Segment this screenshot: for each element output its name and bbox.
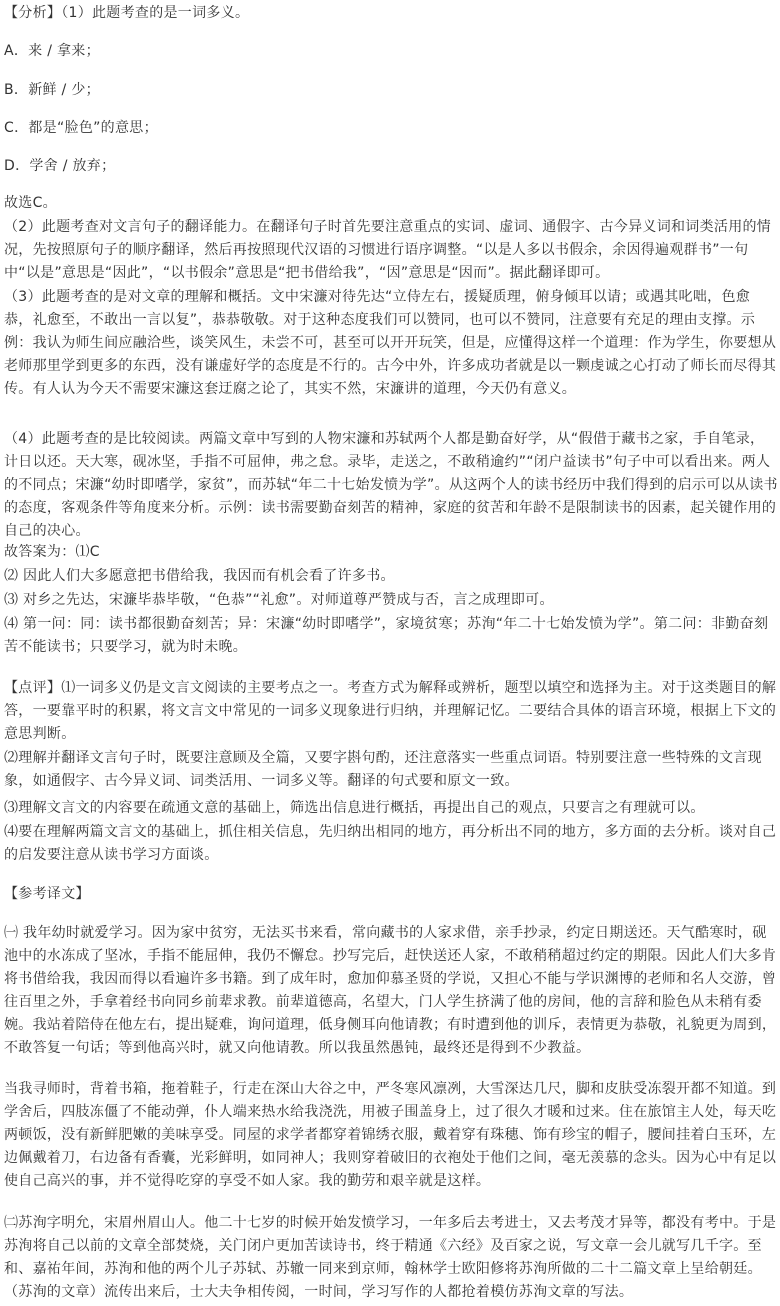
comment-1: 【点评】⑴一词多义仍是文言文阅读的主要考点之一。考查方式为解释或辨析，题型以填空和选择为主。对于这类题目的解答，一要靠平时的积累，将文言文中常见的一词多义现象进行归纳，并理解记忆。二要结合具体的语言环境，根据上下文的意思判断。 [4, 680, 777, 742]
translation-part-3: ㈡苏洵字明允，宋眉州眉山人。他二十七岁的时候开始发愤学习，一年多后去考进士，又去考茂才异等，都没有考中。于是苏洵将自己以前的文章全部焚烧，关门闭户更加苦读诗书，终于精通《六经》及百家之说，写文章一会儿就写几千字。至和、嘉祐年间，苏洵和他的两个儿子苏轼、苏辙一同来到京师，翰林学士欧阳修将苏洵所做的二十二篇文章上呈给朝廷。（苏洵的文章）流传出来后，士大夫争相传阅，一时间，学习写作的人都抢着模仿苏洵文章的写法。 [4, 1215, 777, 1300]
comment-3: ⑶理解文言文的内容要在疏通文意的基础上，筛选出信息进行概括，再提出自己的观点，只要言之有理就可以。 [4, 800, 705, 816]
analysis-part-4: （4）此题考查的是比较阅读。两篇文章中写到的人物宋濂和苏轼两个人都是勤奋好学，从“假借于藏书之家，手自笔录，计日以还。天大寒，砚冰坚，手指不可屈伸，弗之怠。录毕，走送之，不敢稍逾约”“闭户益读书”句子中可以看出来。两人的不同点；宋濂“幼时即嗜学，家贫”，而苏轼“年二十七始发愤为学”。从这两个人的读书经历中我们得到的启示可以从读书的态度，客观条件等角度来分析。示例：读书需要勤奋刻苦的精神，家庭的贫苦和年龄不是限制读书的因素，起关键作用的自己的决心。 [4, 431, 778, 539]
choice-line: 故选C。 [4, 195, 57, 211]
answer-1: 故答案为：⑴C [4, 544, 100, 560]
analysis-header: 【分析】（1）此题考查的是一词多义。 [4, 5, 250, 21]
comment-2: ⑵理解并翻译文言句子时，既要注意顾及全篇，又要字斟句酌，还注意落实一些重点词语。特别要注意一些特殊的文言现象，如通假字、古今异义词、词类活用、一词多义等。翻译的句式要和原文一致。 [4, 750, 762, 789]
option-d: D．学舍 / 放弃； [4, 158, 116, 174]
translation-part-1: ㈠ 我年幼时就爱学习。因为家中贫穷，无法买书来看，常向藏书的人家求借，亲手抄录，约定日期送还。天气酷寒时，砚池中的水冻成了坚冰，手指不能屈伸，我仍不懈怠。抄写完后，赶快送还人家，不敢稍稍超过约定的期限。因此人们大多肯将书借给我，我因而得以看遍许多书籍。到了成年时，愈加仰慕圣贤的学说，又担心不能与学识渊博的老师和名人交游，曾往百里之外，手拿着经书向同乡前辈求教。前辈道德高，名望大，门人学生挤满了他的房间，他的言辞和脸色从未稍有委婉。我站着陪侍在他左右，提出疑难，询问道理，低身侧耳向他请教；有时遭到他的训斥，表情更为恭敬，礼貌更为周到，不敢答复一句话；等到他高兴时，就又向他请教。所以我虽然愚钝，最终还是得到不少教益。 [4, 925, 777, 1056]
option-b: B．新鲜 / 少； [4, 82, 100, 98]
answer-4: ⑷ 第一问：同：读书都很勤奋刻苦；异：宋濂“幼时即嗜学”，家境贫寒；苏洵“年二十七始发愤为学”。第二问：非勤奋刻苦不能读书；只要学习，就为时未晚。 [4, 616, 769, 655]
answer-2: ⑵ 因此人们大多愿意把书借给我，我因而有机会看了许多书。 [4, 568, 395, 584]
analysis-part-3: （3）此题考查的是对文章的理解和概括。文中宋濂对待先达“立侍左右，援疑质理，俯身倾耳以请；或遇其叱咄，色愈恭，礼愈至，不敢出一言以复”，恭恭敬敬。对于这种态度我们可以赞同，也可以不赞同，注意要有充足的理由支撑。示例：我认为师生间应融洽些，谈笑风生，未尝不可，甚至可以开开玩笑，但是，应懂得这样一个道理：作为学生，你要想从老师那里学到更多的东西，没有谦虚好学的态度是不行的。古今中外，许多成功者就是以一颗虔诚之心打动了师长而尽得其传。有人认为今天不需要宋濂这套迂腐之论了，其实不然，宋濂讲的道理，今天仍有意义。 [4, 289, 777, 397]
comment-4: ⑷要在理解两篇文言文的基础上，抓住相关信息，先归纳出相同的地方，再分析出不同的地方，多方面的去分析。谈对自己的启发要注意从读书学习方面谈。 [4, 824, 777, 863]
translation-header: 【参考译文】 [4, 886, 90, 902]
option-a: A．来 / 拿来； [4, 43, 100, 59]
answer-3: ⑶ 对乡之先达，宋濂毕恭毕敬，“色恭”“礼愈”。对师道尊严赞成与否，言之成理即可。 [4, 592, 554, 608]
translation-part-2: 当我寻师时，背着书箱，拖着鞋子，行走在深山大谷之中，严冬寒风凛冽，大雪深达几尺，脚和皮肤受冻裂开都不知道。到学舍后，四肢冻僵了不能动弹，仆人端来热水给我浇洗，用被子围盖身上，过了很久才暖和过来。住在旅馆主人处，每天吃两顿饭，没有新鲜肥嫩的美味享受。同屋的求学者都穿着锦绣衣服，戴着穿有珠穗、饰有珍宝的帽子，腰间挂着白玉环，左边佩戴着刀，右边备有香囊，光彩鲜明，如同神人；我则穿着破旧的衣袍处于他们之间，毫无羡慕的念头。因为心中有足以使自己高兴的事，并不觉得吃穿的享受不如人家。我的勤劳和艰辛就是这样。 [4, 1081, 777, 1189]
option-c: C．都是“脸色”的意思； [4, 120, 158, 136]
analysis-part-2: （2）此题考查对文言句子的翻译能力。在翻译句子时首先要注意重点的实词、虚词、通假字、古今异义词和词类活用的情况，先按照原句子的顺序翻译，然后再按照现代汉语的习惯进行语序调整。“以是人多以书假余，余因得遍观群书”一句中“以是”意思是“因此”，“以书假余”意思是“把书借给我”，“因”意思是“因而”。据此翻译即可。 [4, 219, 772, 281]
